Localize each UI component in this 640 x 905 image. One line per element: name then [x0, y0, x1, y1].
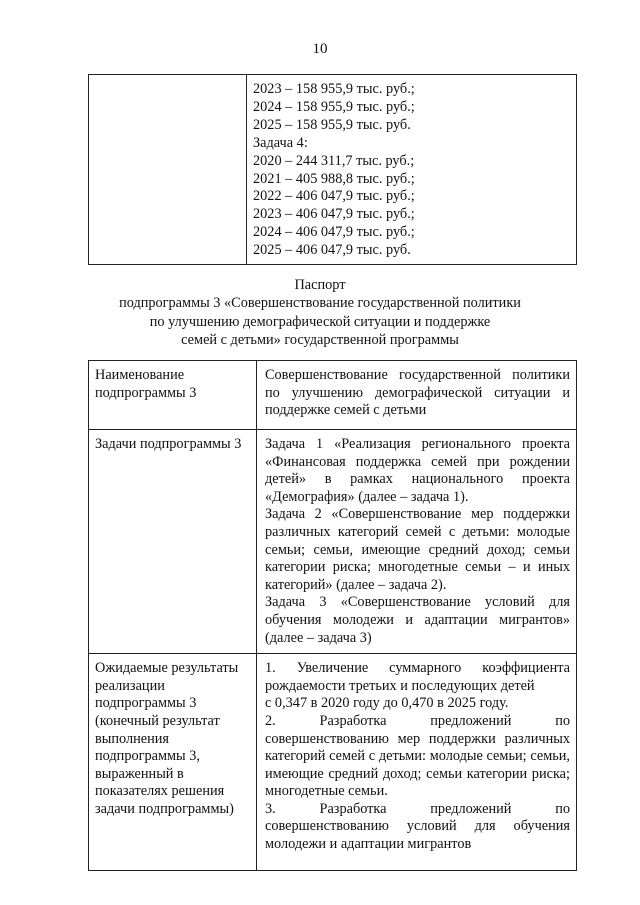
financing-line: 2020 – 244 311,7 тыс. руб.;	[253, 152, 415, 169]
section-title-line: Паспорт	[294, 277, 346, 293]
financing-task-heading: Задача 4:	[253, 134, 308, 151]
passport-row-name	[89, 361, 577, 430]
empty-label-cell	[89, 75, 247, 265]
financing-line: 2025 – 158 955,9 тыс. руб.	[253, 116, 411, 133]
page-number: 10	[312, 41, 328, 57]
financing-continuation-table	[88, 74, 577, 265]
section-title-line: подпрограммы 3 «Совершенствование государственной политики	[119, 295, 521, 312]
row-label-tasks: Задачи подпрограммы 3	[89, 430, 257, 654]
row-value-name: Совершенствование государственной политики по улучшению демографической ситуации и поддержке семей с детьми	[257, 361, 577, 430]
passport-table	[88, 360, 577, 871]
financing-line: 2024 – 158 955,9 тыс. руб.;	[253, 98, 415, 115]
section-title-line: семей с детьми» государственной программы	[181, 331, 459, 348]
financing-amounts-cell	[247, 75, 577, 265]
section-title-line: по улучшению демографической ситуации и поддержке	[149, 313, 491, 330]
result-item: 1. Увеличение суммарного коэффициента рождаемости третьих и последующих детей	[265, 660, 570, 694]
row-label-name: Наименование подпрограммы 3	[89, 361, 257, 430]
row-label-results: Ожидаемые результаты реализации подпрограммы 3 (конечный результат выполнения подпрограммы 3, выраженный в показателях решения задачи подпрограммы)	[89, 654, 257, 871]
result-item: с 0,347 в 2020 году до 0,470 в 2025 году.	[265, 695, 509, 712]
row-value-tasks	[257, 430, 577, 654]
financing-line: 2021 – 405 988,8 тыс. руб.;	[253, 170, 415, 187]
result-item: 2. Разработка предложений по совершенствованию мер поддержки различных категорий семей с детьми: молодые семьи; семьи, имеющие средний доход; семьи категории риска; многодетные семьи.	[265, 712, 570, 800]
task-item: Задача 3 «Совершенствование условий для обучения молодежи и адаптации мигрантов» (далее – задача 3)	[265, 594, 570, 646]
row-value-results	[257, 654, 577, 871]
financing-line: 2025 – 406 047,9 тыс. руб.	[253, 242, 411, 259]
financing-line: 2022 – 406 047,9 тыс. руб.;	[253, 188, 415, 205]
task-item: Задача 1 «Реализация регионального проекта «Финансовая поддержка семей при рождении детей» в рамках национального проекта «Демография» (далее – задача 1).	[265, 436, 570, 505]
financing-line: 2023 – 406 047,9 тыс. руб.;	[253, 206, 415, 223]
passport-row-results	[89, 654, 577, 871]
financing-line: 2023 – 158 955,9 тыс. руб.;	[253, 81, 415, 97]
result-item: 3. Разработка предложений по совершенствованию условий для обучения молодежи и адаптации мигрантов	[265, 800, 570, 853]
task-item: Задача 2 «Совершенствование мер поддержки различных категорий семей с детьми: молодые семьи; семьи, имеющие средний доход; семьи категории риска; многодетные семьи – и иных категорий» (далее – задача 2).	[265, 506, 570, 593]
financing-line: 2024 – 406 047,9 тыс. руб.;	[253, 224, 415, 241]
passport-row-tasks	[89, 430, 577, 654]
section-title	[0, 276, 640, 349]
